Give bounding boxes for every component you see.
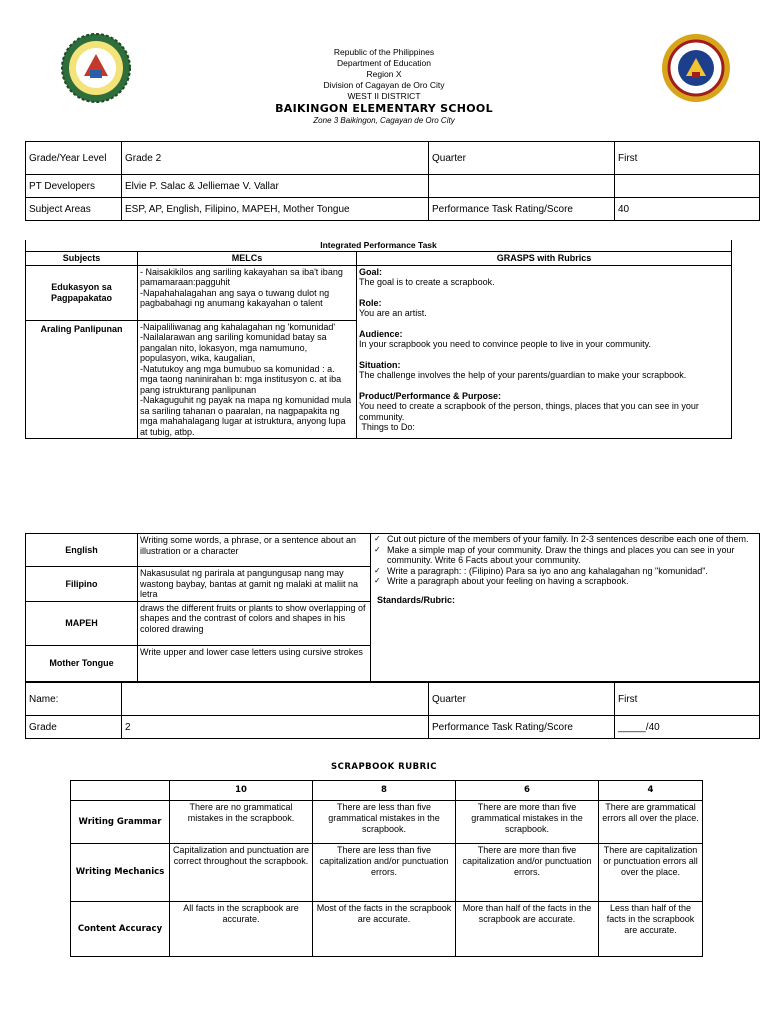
rating-label: Performance Task Rating/Score	[429, 198, 615, 221]
melc-filipino: Nakasusulat ng parirala at pangungusap nang may wastong baybay, bantas at gamit ng malaki at maliit na letra	[138, 567, 371, 602]
rubric-cell: There are less than five grammatical mistakes in the scrapbook.	[313, 801, 456, 844]
role-label: Role:	[359, 297, 382, 308]
things-to-do: Things to Do:	[359, 422, 415, 432]
grade-label: Grade/Year Level	[26, 142, 122, 175]
task-list	[373, 534, 757, 587]
school-address: Zone 3 Baikingon, Cagayan de Oro City	[313, 116, 455, 125]
scrapbook-rubric-table	[70, 780, 703, 957]
quarter-label: Quarter	[429, 142, 615, 175]
rubric-cell: There are no grammatical mistakes in the scrapbook.	[170, 801, 313, 844]
name-value	[122, 683, 429, 716]
integrated-task-table	[25, 240, 732, 439]
rubric-cell: There are grammatical errors all over the place.	[599, 801, 703, 844]
rating-value-2: _____/40	[615, 716, 760, 739]
rating-value: 40	[615, 198, 760, 221]
quarter-label-2: Quarter	[429, 683, 615, 716]
subject-mother-tongue: Mother Tongue	[26, 645, 138, 681]
quarter-value-2: First	[615, 683, 760, 716]
letterhead	[0, 47, 768, 126]
goal-text: The goal is to create a scrapbook.	[359, 277, 495, 287]
subject-ap: Araling Panlipunan	[26, 320, 138, 439]
grasps-cell	[357, 265, 732, 439]
header-line-2: Department of Education	[336, 58, 432, 68]
rubric-corner	[71, 781, 170, 801]
subjects-value: ESP, AP, English, Filipino, MAPEH, Mother Tongue	[122, 198, 429, 221]
rubric-cell: There are capitalization or punctuation errors all over the place.	[599, 844, 703, 902]
subject-mapeh: MAPEH	[26, 601, 138, 645]
rubric-cell: There are more than five capitalization and/or punctuation errors.	[456, 844, 599, 902]
product-text: You need to create a scrapbook of the person, things, places that you can see in your community.	[359, 401, 699, 422]
task-item: ✓ Make a simple map of your community. Draw the things and places you can see in your community. Write 6 Facts about your community.	[387, 545, 757, 566]
rating-label-2: Performance Task Rating/Score	[429, 716, 615, 739]
header-line-5: WEST II DISTRICT	[347, 91, 421, 101]
rubric-cell: More than half of the facts in the scrapbook are accurate.	[456, 902, 599, 957]
header-line-3: Region X	[366, 69, 402, 79]
empty-cell	[615, 175, 760, 198]
situation-text: The challenge involves the help of your parents/guardian to make your scrapbook.	[359, 370, 687, 380]
subject-filipino: Filipino	[26, 567, 138, 602]
melc-mapeh: draws the different fruits or plants to show overlapping of shapes and the contrast of colors and shapes in his colored drawing	[138, 601, 371, 645]
rubric-cell: Less than half of the facts in the scrapbook are accurate.	[599, 902, 703, 957]
rubric-cell: Most of the facts in the scrapbook are accurate.	[313, 902, 456, 957]
header-line-4: Division of Cagayan de Oro City	[323, 80, 445, 90]
rubric-row-label: Writing Grammar	[71, 801, 170, 844]
grade-value: Grade 2	[122, 142, 429, 175]
info-table-bottom	[25, 682, 760, 739]
rubric-cell: There are less than five capitalization and/or punctuation errors.	[313, 844, 456, 902]
name-label: Name:	[26, 683, 122, 716]
product-label: Product/Performance & Purpose:	[359, 390, 502, 401]
melc-ap: -Naipaliliwanag ang kahalagahan ng 'komunidad' -Nailalarawan ang sariling komunidad batay sa pangalan nito, lokasyon, mga namumuno, populasyon, wika, kaugalian, -Natutukoy ang mga bumubuo sa komunidad : a. mga taong naninirahan b: mga institusyon c. at iba pang istrukturang panlipunan -Nakaguguhit ng payak na mapa ng komunidad mula sa sariling tahanan o paaralan, na nagpapakita ng mga mahahalagang lugar at istruktura, anyong lupa at tubig, atbp.	[138, 320, 357, 439]
info-table-top	[25, 141, 760, 221]
tasks-cell	[371, 534, 760, 682]
grade-label-2: Grade	[26, 716, 122, 739]
rubric-col-header: 10	[170, 781, 313, 801]
rubric-title: SCRAPBOOK RUBRIC	[330, 762, 438, 772]
quarter-value: First	[615, 142, 760, 175]
developers-label: PT Developers	[26, 175, 122, 198]
subjects-label: Subject Areas	[26, 198, 122, 221]
melc-mother-tongue: Write upper and lower case letters using cursive strokes	[138, 645, 371, 681]
rubric-col-header: 8	[313, 781, 456, 801]
ipt-title: Integrated Performance Task	[26, 240, 732, 252]
subject-english: English	[26, 534, 138, 567]
school-name: BAIKINGON ELEMENTARY SCHOOL	[275, 102, 493, 115]
grade-value-2: 2	[122, 716, 429, 739]
rubric-col-header: 4	[599, 781, 703, 801]
rubric-cell: All facts in the scrapbook are accurate.	[170, 902, 313, 957]
developers-value: Elvie P. Salac & Jelliemae V. Vallar	[122, 175, 429, 198]
rubric-col-header: 6	[456, 781, 599, 801]
rubric-cell: There are more than five grammatical mistakes in the scrapbook.	[456, 801, 599, 844]
task-item: ✓ Cut out picture of the members of your family. In 2-3 sentences describe each one of them.	[387, 534, 757, 545]
melc-english: Writing some words, a phrase, or a sentence about an illustration or a character	[138, 534, 371, 567]
empty-cell	[429, 175, 615, 198]
col-grasps: GRASPS with Rubrics	[357, 252, 732, 266]
subject-esp: Edukasyon sa Pagpapakatao	[26, 265, 138, 320]
task-item: ✓ Write a paragraph: : (Filipino) Para sa iyo ano ang kahalagahan ng "komunidad".	[387, 566, 757, 577]
standards-label: Standards/Rubric:	[377, 594, 456, 605]
integrated-task-table-2	[25, 533, 760, 682]
rubric-row-label: Writing Mechanics	[71, 844, 170, 902]
col-subjects: Subjects	[26, 252, 138, 266]
audience-label: Audience:	[359, 328, 403, 339]
header-line-1: Republic of the Philippines	[333, 47, 435, 57]
rubric-row-label: Content Accuracy	[71, 902, 170, 957]
role-text: You are an artist.	[359, 308, 427, 318]
audience-text: In your scrapbook you need to convince people to live in your community.	[359, 339, 651, 349]
situation-label: Situation:	[359, 359, 401, 370]
col-melcs: MELCs	[138, 252, 357, 266]
task-item: ✓ Write a paragraph about your feeling on having a scrapbook.	[387, 576, 757, 587]
goal-label: Goal:	[359, 266, 383, 277]
rubric-cell: Capitalization and punctuation are correct throughout the scrapbook.	[170, 844, 313, 902]
melc-esp: - Naisakikilos ang sariling kakayahan sa iba't ibang pamamaraan:pagguhit -Napahahalagahan ang saya o tuwang dulot ng pagbabahagi ng anumang kakayahan o talent	[138, 265, 357, 320]
